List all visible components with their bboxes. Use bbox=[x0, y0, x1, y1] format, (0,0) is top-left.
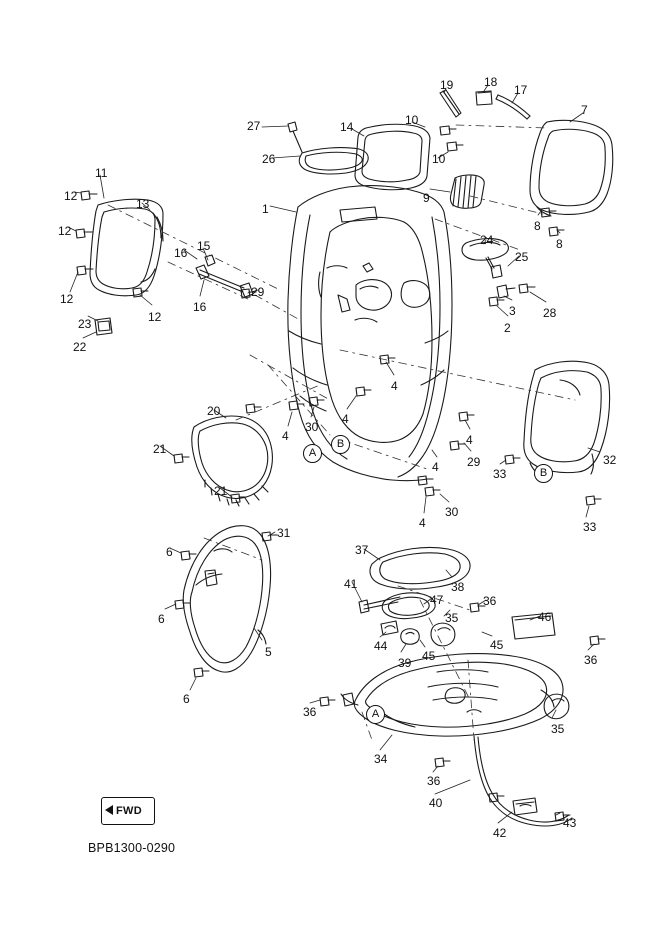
callout-12-b: 12 bbox=[58, 224, 72, 238]
callout-16-lower: 16 bbox=[193, 300, 207, 314]
callout-36-b: 36 bbox=[584, 653, 598, 667]
callout-29-lower: 29 bbox=[467, 455, 481, 469]
callout-4-c: 4 bbox=[432, 460, 439, 474]
group-marker-a-upper: A bbox=[303, 444, 322, 463]
callout-12-a: 12 bbox=[64, 189, 78, 203]
callout-4-a: 4 bbox=[391, 379, 398, 393]
callout-13: 13 bbox=[136, 197, 150, 211]
callout-7: 7 bbox=[581, 103, 588, 117]
callout-1: 1 bbox=[262, 202, 269, 216]
callout-14: 14 bbox=[340, 120, 354, 134]
callout-6-a: 6 bbox=[166, 545, 173, 559]
callout-34: 34 bbox=[374, 752, 388, 766]
callout-35-lower: 35 bbox=[551, 722, 565, 736]
callout-33-lower: 33 bbox=[583, 520, 597, 534]
callout-9: 9 bbox=[423, 191, 430, 205]
callout-26: 26 bbox=[262, 152, 276, 166]
callout-21-lower: 21 bbox=[214, 484, 228, 498]
callout-28: 28 bbox=[543, 306, 557, 320]
callout-33-upper: 33 bbox=[493, 467, 507, 481]
fwd-label: FWD bbox=[116, 805, 142, 817]
callout-36-a: 36 bbox=[483, 594, 497, 608]
callout-29-upper: 29 bbox=[251, 285, 265, 299]
callout-12-d: 12 bbox=[148, 310, 162, 324]
callout-4-b: 4 bbox=[466, 433, 473, 447]
callout-4-f: 4 bbox=[419, 516, 426, 530]
callout-42: 42 bbox=[493, 826, 507, 840]
callout-8-upper: 8 bbox=[534, 219, 541, 233]
callout-10-lower: 10 bbox=[432, 152, 446, 166]
callout-32: 32 bbox=[603, 453, 617, 467]
callout-30-upper: 30 bbox=[305, 420, 319, 434]
callout-18: 18 bbox=[484, 75, 498, 89]
callout-38: 38 bbox=[451, 580, 465, 594]
callout-45-left: 45 bbox=[422, 649, 436, 663]
fwd-orientation-marker bbox=[101, 797, 155, 825]
callout-2: 2 bbox=[504, 321, 511, 335]
callout-6-b: 6 bbox=[158, 612, 165, 626]
callout-22: 22 bbox=[73, 340, 87, 354]
callout-10-top: 10 bbox=[405, 113, 419, 127]
group-marker-b-upper: B bbox=[331, 435, 350, 454]
callout-30-lower: 30 bbox=[445, 505, 459, 519]
callout-23: 23 bbox=[78, 317, 92, 331]
callout-31: 31 bbox=[277, 526, 291, 540]
callout-4-d: 4 bbox=[342, 412, 349, 426]
callout-40: 40 bbox=[429, 796, 443, 810]
callout-44: 44 bbox=[374, 639, 388, 653]
callout-21-upper: 21 bbox=[153, 442, 167, 456]
callout-46: 46 bbox=[538, 610, 552, 624]
callout-4-e: 4 bbox=[282, 429, 289, 443]
callout-15: 15 bbox=[197, 239, 211, 253]
diagram-part-number: BPB1300-0290 bbox=[88, 841, 176, 855]
callout-27: 27 bbox=[247, 119, 261, 133]
callout-3: 3 bbox=[509, 304, 516, 318]
callout-36-c: 36 bbox=[303, 705, 317, 719]
callout-11: 11 bbox=[95, 166, 108, 180]
callout-43: 43 bbox=[563, 816, 577, 830]
callout-41: 41 bbox=[344, 577, 358, 591]
group-marker-a-lower: A bbox=[366, 705, 385, 724]
callout-8-lower: 8 bbox=[556, 237, 563, 251]
group-marker-b-right: B bbox=[534, 464, 553, 483]
callout-25: 25 bbox=[515, 250, 529, 264]
callout-17: 17 bbox=[514, 83, 528, 97]
callout-24: 24 bbox=[480, 233, 494, 247]
callout-5: 5 bbox=[265, 645, 272, 659]
callout-6-c: 6 bbox=[183, 692, 190, 706]
callout-37: 37 bbox=[355, 543, 369, 557]
left-arrow-icon bbox=[105, 805, 113, 815]
callout-19: 19 bbox=[440, 78, 454, 92]
callout-35-upper: 35 bbox=[445, 611, 459, 625]
callout-47: 47 bbox=[430, 593, 444, 607]
callout-12-c: 12 bbox=[60, 292, 74, 306]
callout-45-right: 45 bbox=[490, 638, 504, 652]
callout-16-upper: 16 bbox=[174, 246, 188, 260]
callout-20: 20 bbox=[207, 404, 221, 418]
callout-36-d: 36 bbox=[427, 774, 441, 788]
callout-39: 39 bbox=[398, 656, 412, 670]
